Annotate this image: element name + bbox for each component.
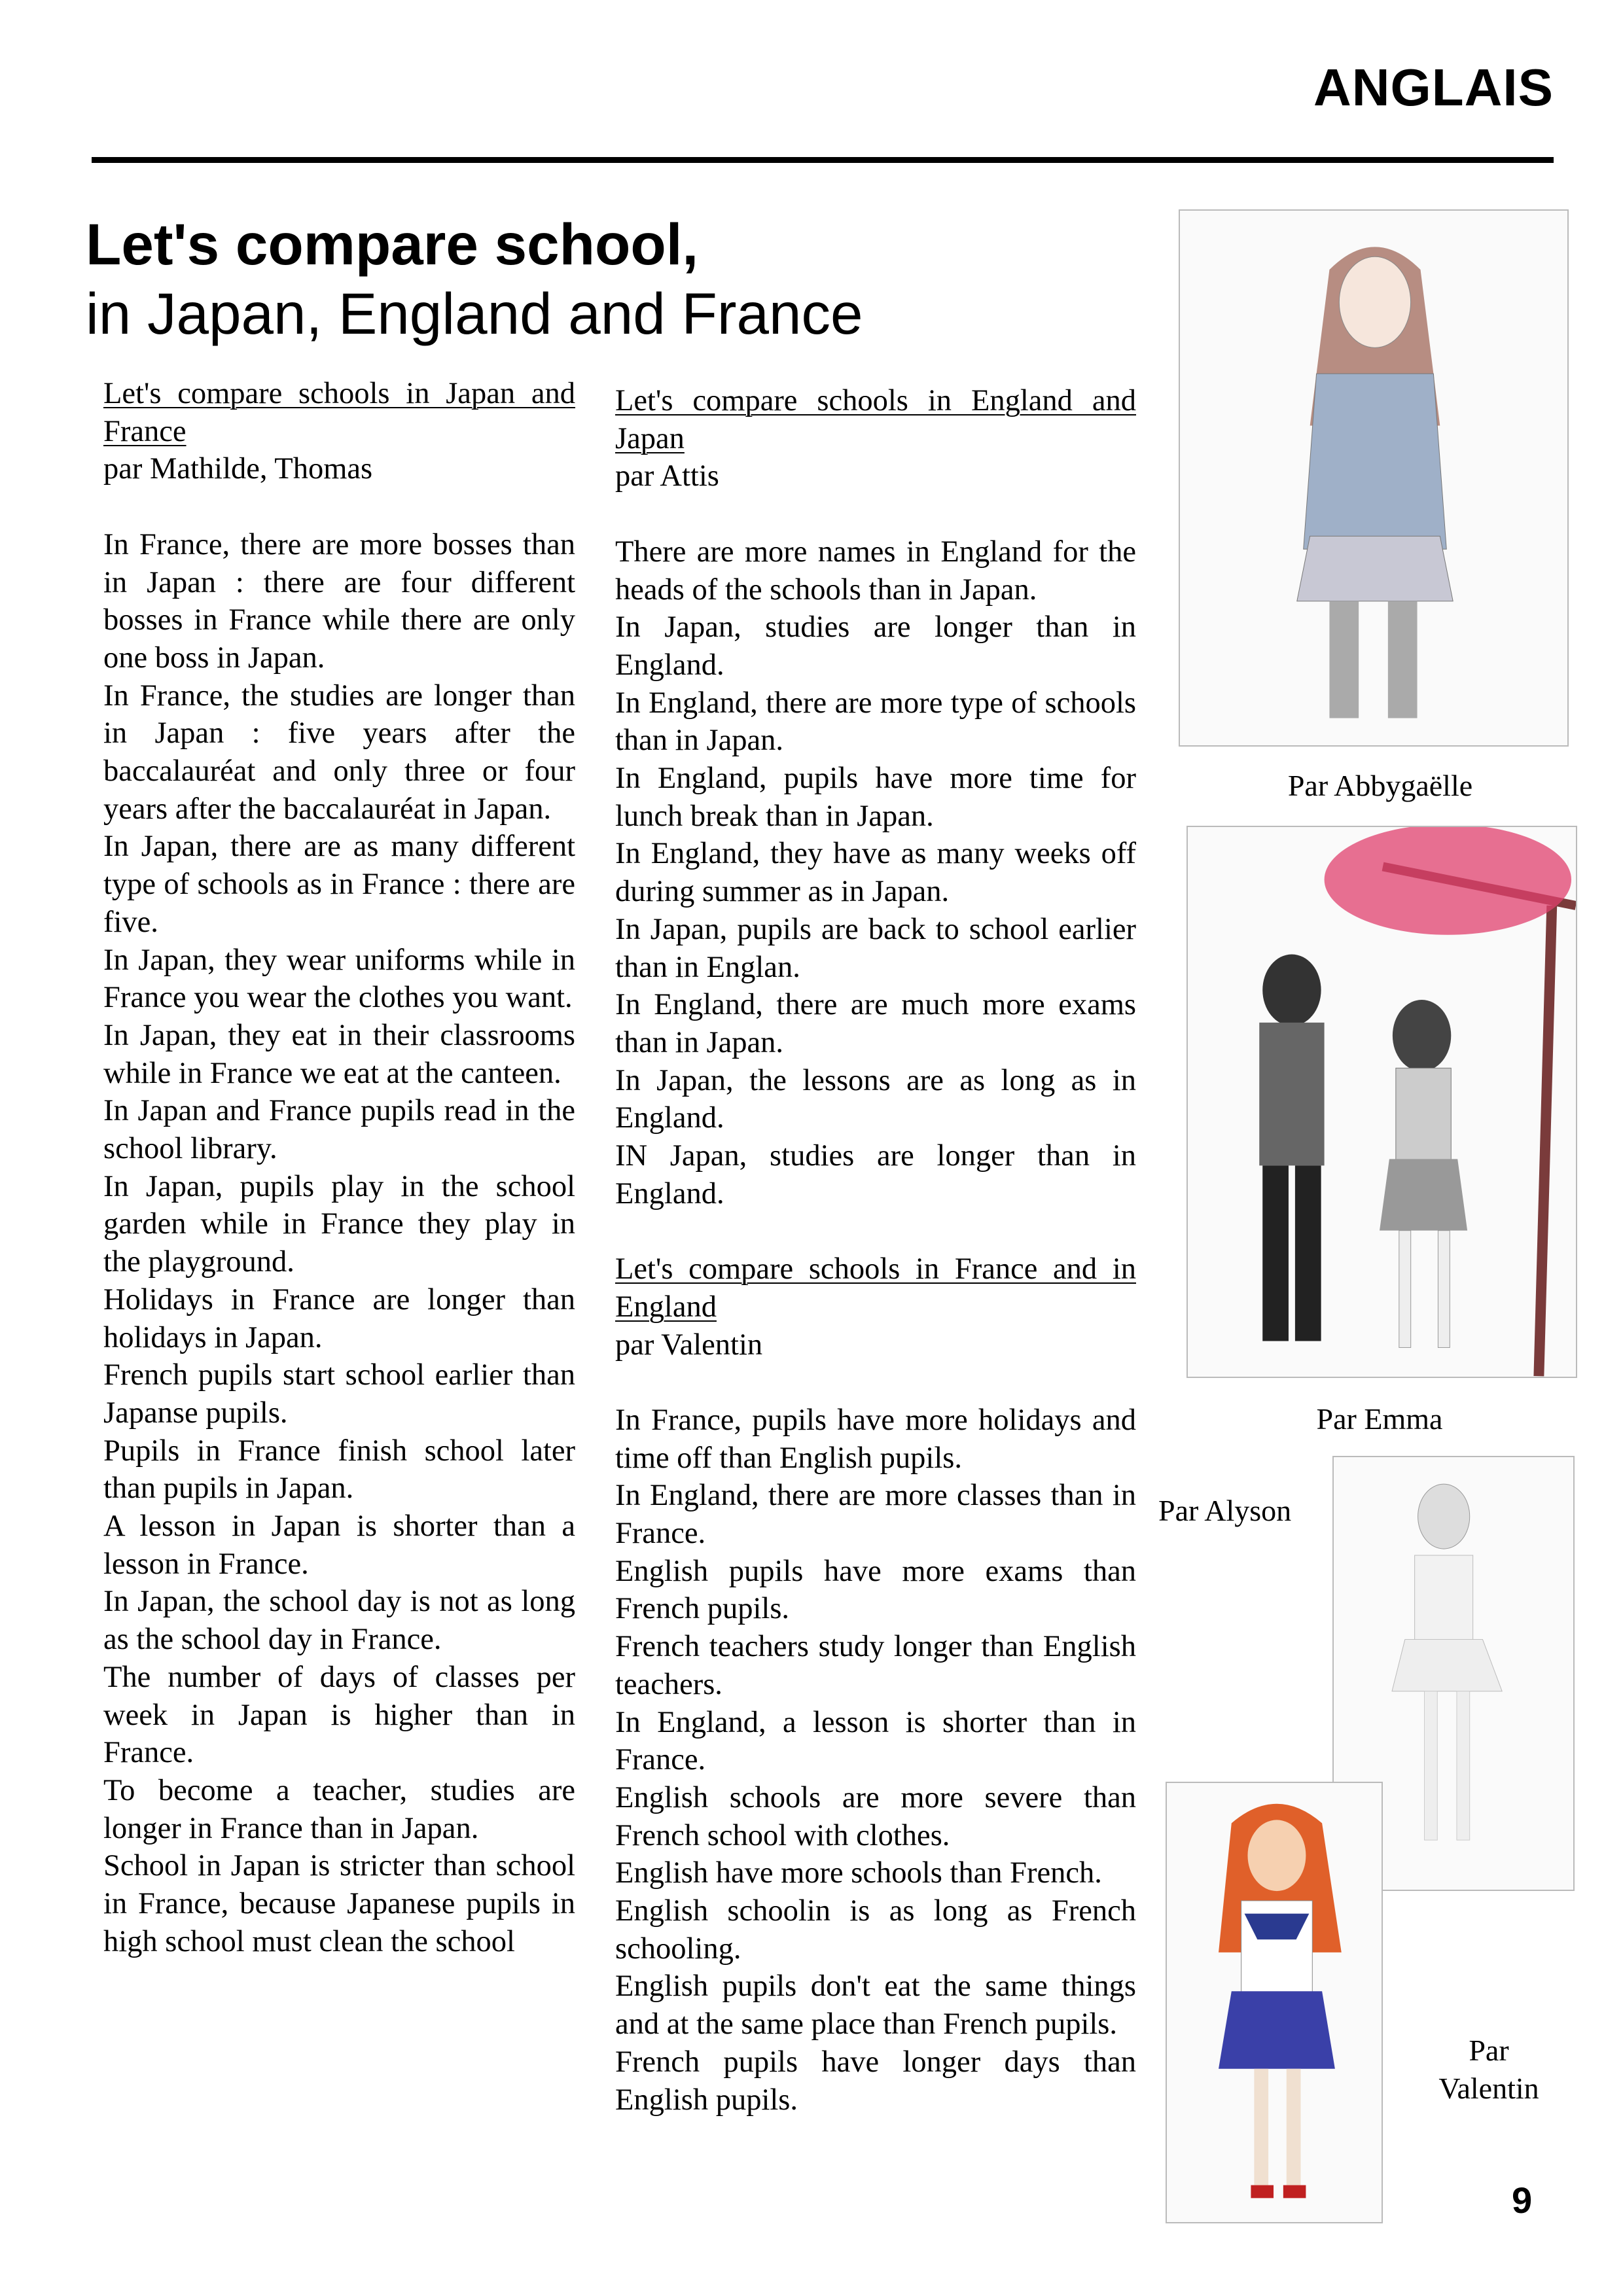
- illustration-valentin: [1166, 1782, 1383, 2223]
- header-rule: [92, 157, 1554, 163]
- article-paragraph: In Japan, they wear uniforms while in France you wear the clothes you want.: [103, 943, 575, 1015]
- article-paragraph: English pupils don't eat the same things and at the same place than French pupils.: [615, 1969, 1136, 2041]
- article-paragraph: IN Japan, studies are longer than in England.: [615, 1139, 1136, 1210]
- illustration-emma: [1186, 826, 1577, 1378]
- article-heading: Let's compare schools in France and in England: [615, 1252, 1136, 1324]
- spacer: [615, 1212, 1136, 1250]
- article-paragraph: In England, there are more type of schools than in Japan.: [615, 686, 1136, 758]
- article-paragraph: French teachers study longer than English teachers.: [615, 1630, 1136, 1701]
- spacer: [103, 488, 575, 526]
- article-paragraph: To become a teacher, studies are longer in France than in Japan.: [103, 1774, 575, 1845]
- article-paragraph: In Japan, pupils are back to school earlier than in Englan.: [615, 912, 1136, 984]
- spacer: [615, 495, 1136, 533]
- article-paragraph: Holidays in France are longer than holidays in Japan.: [103, 1282, 575, 1354]
- article-paragraph: There are more names in England for the heads of the schools than in Japan.: [615, 535, 1136, 607]
- article-paragraph: In Japan, they eat in their classrooms while in France we eat at the canteen.: [103, 1018, 575, 1090]
- illustration-abbygaelle: [1179, 209, 1569, 747]
- article-paragraph: French pupils start school earlier than Japanse pupils.: [103, 1358, 575, 1430]
- article-paragraph: In Japan, pupils play in the school garden while in France they play in the playground.: [103, 1169, 575, 1279]
- section-label: ANGLAIS: [1313, 58, 1554, 116]
- article-paragraph: English schoolin is as long as French schooling.: [615, 1894, 1136, 1966]
- caption-alyson: Par Alyson: [1158, 1494, 1292, 1527]
- article-paragraph: In England, there are much more exams than in Japan.: [615, 988, 1136, 1059]
- article-paragraph: In England, pupils have more time for lunch break than in Japan.: [615, 762, 1136, 833]
- article-paragraph: In England, there are more classes than in France.: [615, 1479, 1136, 1551]
- caption-valentin-line1: Par: [1469, 2034, 1509, 2067]
- article-paragraph: In France, the studies are longer than in Japan : five years after the baccalauréat and only three or four years after the baccalauréat in Japan.: [103, 679, 575, 826]
- article-paragraph: In Japan, the school day is not as long as the school day in France.: [103, 1585, 575, 1657]
- spacer: [615, 1364, 1136, 1402]
- article-paragraph: Pupils in France finish school later than pupils in Japan.: [103, 1434, 575, 1506]
- article-author: par Attis: [615, 459, 719, 493]
- article-paragraph: In England, a lesson is shorter than in France.: [615, 1705, 1136, 1777]
- article-paragraph: In Japan, the lessons are as long as in England.: [615, 1063, 1136, 1135]
- article-column-2: [615, 382, 1136, 2119]
- article-paragraph: In Japan, there are as many different type of schools as in France : there are five.: [103, 830, 575, 939]
- article-paragraph: In France, there are more bosses than in Japan : there are four different bosses in France while there are only one boss in Japan.: [103, 527, 575, 675]
- article-paragraph: The number of days of classes per week in Japan is higher than in France.: [103, 1660, 575, 1770]
- caption-valentin: [1414, 2032, 1564, 2108]
- caption-emma: Par Emma: [1316, 1402, 1443, 1436]
- article-heading: Let's compare schools in England and Japan: [615, 384, 1136, 455]
- article-paragraph: A lesson in Japan is shorter than a lesson in France.: [103, 1510, 575, 1581]
- article-paragraph: In Japan, studies are longer than in England.: [615, 610, 1136, 682]
- caption-abbygaelle: Par Abbygaëlle: [1287, 769, 1473, 802]
- page-title: Let's compare school,: [86, 211, 699, 277]
- article-paragraph: English schools are more severe than French school with clothes.: [615, 1780, 1136, 1852]
- page-number: 9: [1512, 2180, 1533, 2221]
- article-paragraph: French pupils have longer days than English pupils.: [615, 2045, 1136, 2117]
- article-author: par Mathilde, Thomas: [103, 452, 373, 486]
- article-paragraph: English pupils have more exams than French pupils.: [615, 1554, 1136, 1626]
- article-heading: Let's compare schools in Japan and France: [103, 377, 575, 448]
- article-paragraph: In France, pupils have more holidays and time off than English pupils.: [615, 1403, 1136, 1475]
- page-subtitle: in Japan, England and France: [86, 281, 863, 346]
- article-paragraph: In England, they have as many weeks off during summer as in Japan.: [615, 837, 1136, 909]
- article-paragraph: In Japan and France pupils read in the school library.: [103, 1094, 575, 1166]
- article-paragraph: School in Japan is stricter than school in France, because Japanese pupils in high school must clean the school: [103, 1849, 575, 1958]
- article-japan-france: [103, 375, 575, 1961]
- article-paragraph: English have more schools than French.: [615, 1856, 1102, 1890]
- caption-valentin-line2: Valentin: [1438, 2072, 1539, 2105]
- article-author: par Valentin: [615, 1328, 763, 1362]
